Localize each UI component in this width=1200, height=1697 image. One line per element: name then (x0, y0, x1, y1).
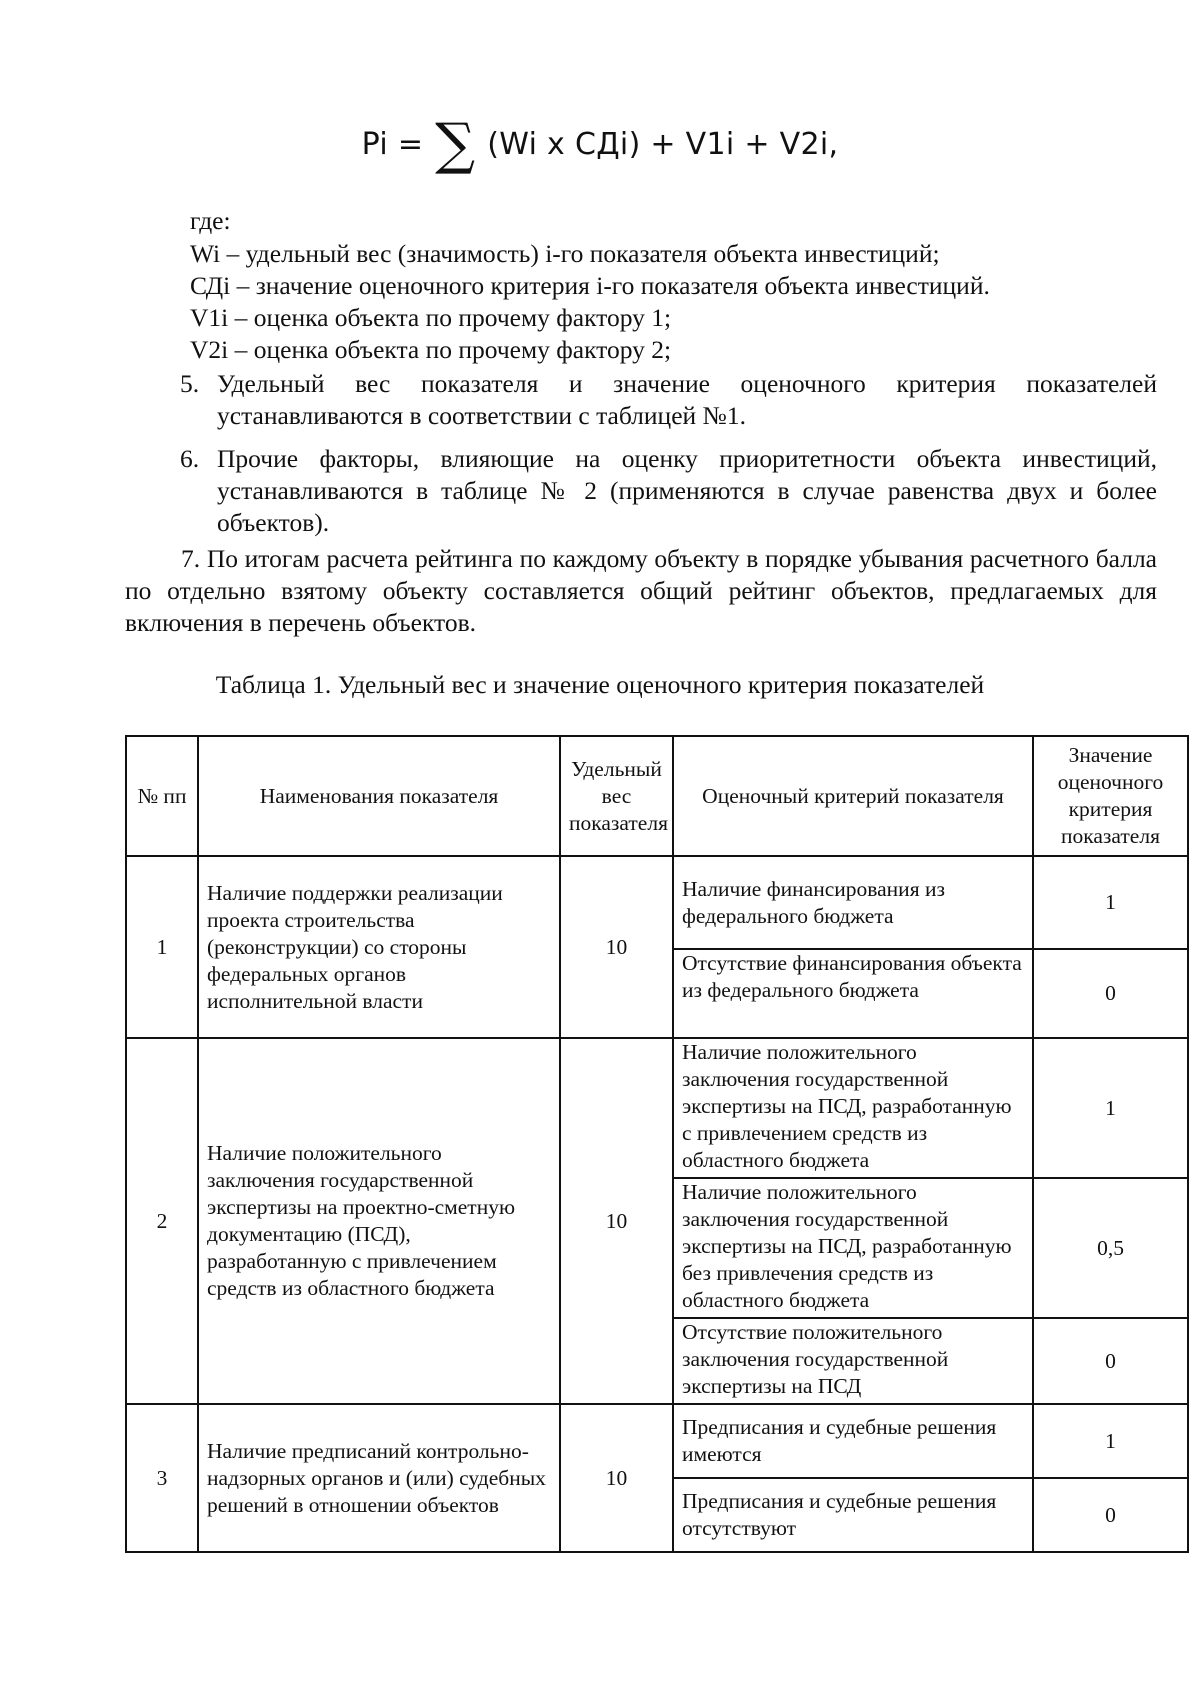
indicator-name: Наличие предписаний контрольно-надзорных органов и (или) судебных решений в отношении объектов (198, 1404, 560, 1552)
indicator-name: Наличие поддержки реализации проекта строительства (реконструкции) со стороны федеральных органов исполнительной власти (198, 856, 560, 1038)
criterion-text: Наличие положительного заключения государственной экспертизы на ПСД, разработанную с привлечением средств из областного бюджета (673, 1038, 1033, 1178)
table-row (126, 1404, 1188, 1478)
header-criterion-value: Значение оценочного критерия показателя (1033, 736, 1188, 856)
definition-sdi: СДi – значение оценочного критерия i-го показателя объекта инвестиций. (190, 271, 990, 300)
table-row (126, 1038, 1188, 1178)
definitions-list (190, 238, 1150, 366)
table-row (126, 856, 1188, 949)
list-item-number: 5. (180, 369, 200, 398)
list-item-5 (180, 368, 1157, 432)
header-criterion: Оценочный критерий показателя (673, 736, 1033, 856)
header-indicator-name: Наименования показателя (198, 736, 560, 856)
list-item-text: Удельный вес показателя и значение оценочного критерия показателей устанавливаются в соответствии с таблицей №1. (217, 369, 1157, 430)
row-number: 3 (126, 1404, 198, 1552)
header-weight: Удельный вес показателя (560, 736, 673, 856)
criterion-text: Наличие финансирования из федерального бюджета (673, 856, 1033, 949)
header-number: № пп (126, 736, 198, 856)
criterion-value: 1 (1033, 1038, 1188, 1178)
where-label: где: (190, 206, 231, 235)
list-item-6 (180, 443, 1157, 539)
table-caption: Таблица 1. Удельный вес и значение оценочного критерия показателей (215, 670, 985, 699)
criterion-text: Отсутствие положительного заключения государственной экспертизы на ПСД (673, 1318, 1033, 1404)
criterion-text: Наличие положительного заключения государственной экспертизы на ПСД, разработанную без привлечения средств из областного бюджета (673, 1178, 1033, 1318)
criterion-value: 1 (1033, 1404, 1188, 1478)
criterion-value: 0 (1033, 1318, 1188, 1404)
criterion-value: 0 (1033, 949, 1188, 1038)
definition-wi: Wi – удельный вес (значимость) i-го показателя объекта инвестиций; (190, 239, 940, 268)
indicator-weight: 10 (560, 1038, 673, 1404)
criterion-value: 1 (1033, 856, 1188, 949)
criterion-value: 0,5 (1033, 1178, 1188, 1318)
criterion-text: Предписания и судебные решения имеются (673, 1404, 1033, 1478)
formula-lhs: Pi = (361, 127, 424, 162)
list-item-text: Прочие факторы, влияющие на оценку приоритетности объекта инвестиций, устанавливаются в таблице № 2 (применяются в случае равенства двух и более объектов). (217, 444, 1157, 537)
paragraph-7: 7. По итогам расчета рейтинга по каждому объекту в порядке убывания расчетного балла по отдельно взятому объекту составляется общий рейтинг объектов, предлагаемых для включения в перечень объектов. (125, 544, 1157, 637)
indicator-name: Наличие положительного заключения государственной экспертизы на проектно-сметную документацию (ПСД), разработанную с привлечением средств из областного бюджета (198, 1038, 560, 1404)
row-number: 2 (126, 1038, 198, 1404)
row-number: 1 (126, 856, 198, 1038)
definition-v2i: V2i – оценка объекта по прочему фактору 2; (190, 335, 672, 364)
formula-rhs: (Wi x СДi) + V1i + V2i, (487, 127, 839, 162)
rating-formula (0, 112, 1200, 177)
list-item-number: 6. (180, 444, 200, 473)
table-header-row (126, 736, 1188, 856)
definition-v1i: V1i – оценка объекта по прочему фактору 1; (190, 303, 672, 332)
formula-sum-symbol: ∑ (435, 112, 476, 177)
criterion-text: Предписания и судебные решения отсутствуют (673, 1478, 1033, 1552)
indicator-weight: 10 (560, 856, 673, 1038)
criterion-value: 0 (1033, 1478, 1188, 1552)
criterion-text: Отсутствие финансирования объекта из федерального бюджета (673, 949, 1033, 1038)
indicators-table (125, 735, 1189, 1553)
indicator-weight: 10 (560, 1404, 673, 1552)
